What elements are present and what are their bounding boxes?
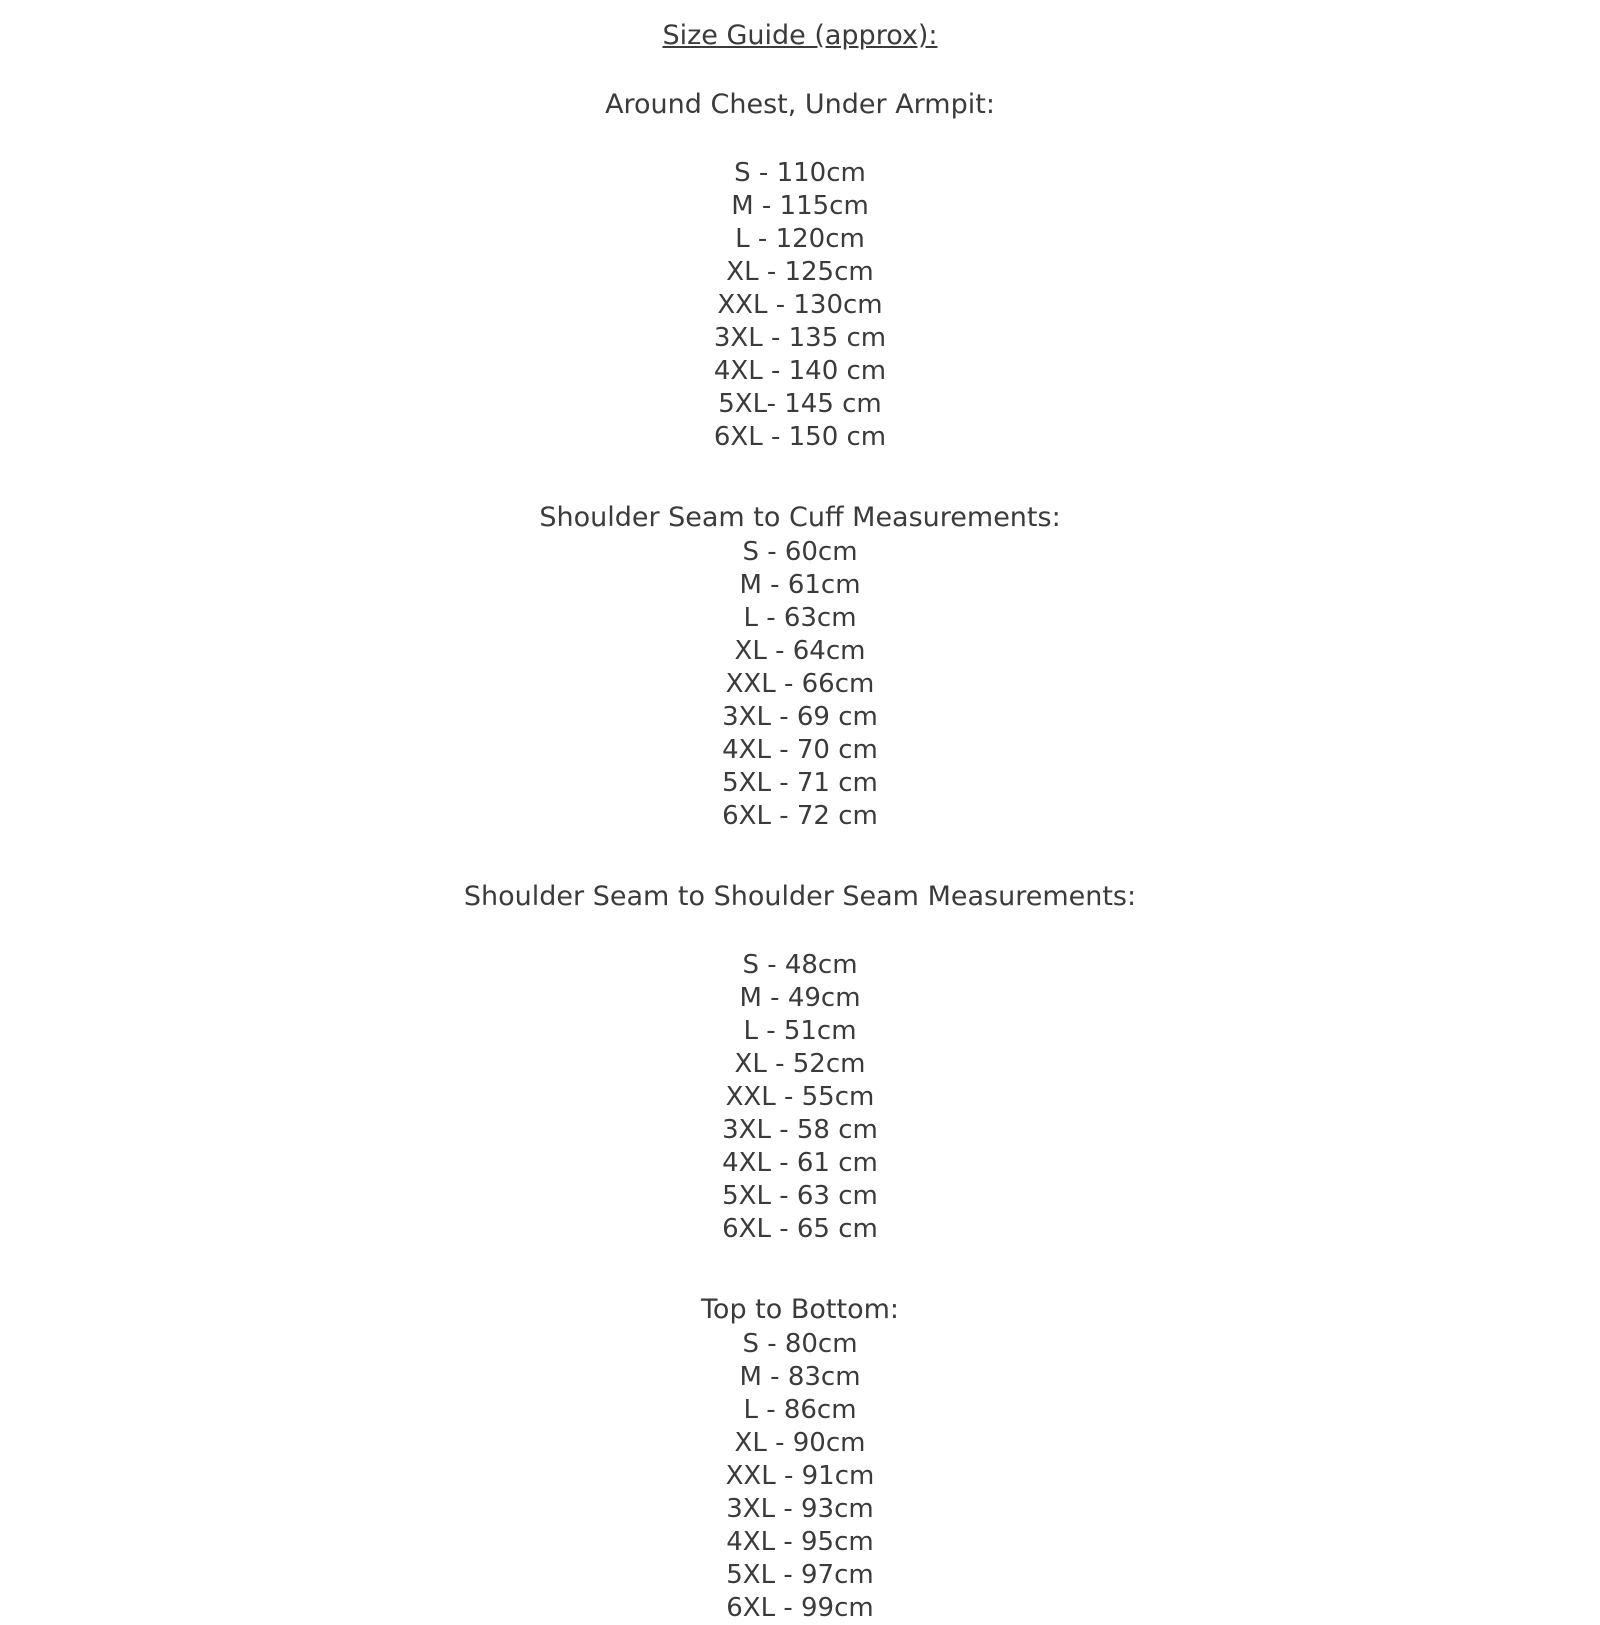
measurement-row: XL - 64cm <box>734 636 866 667</box>
measurement-row: L - 63cm <box>743 603 857 634</box>
measurement-row: 4XL - 140 cm <box>713 355 887 386</box>
section-heading-shoulder-to-cuff: Shoulder Seam to Cuff Measurements: <box>539 501 1061 533</box>
measurement-row: 5XL- 145 cm <box>718 388 882 419</box>
measurement-row: 6XL - 65 cm <box>722 1213 878 1244</box>
measurement-row: 5XL - 97cm <box>726 1560 874 1591</box>
section-heading-chest: Around Chest, Under Armpit: <box>605 89 995 121</box>
measurement-row: S - 48cm <box>742 949 858 980</box>
measurement-row: S - 60cm <box>742 537 858 568</box>
measurement-row: 3XL - 58 cm <box>722 1114 878 1145</box>
measurement-row: XXL - 130cm <box>717 289 883 320</box>
spacer <box>0 54 1600 87</box>
section-chest <box>0 87 1600 453</box>
measurement-row: XXL - 55cm <box>725 1081 875 1112</box>
section-top-to-bottom <box>0 1292 1600 1625</box>
measurement-row: 5XL - 63 cm <box>722 1180 878 1211</box>
measurement-row: M - 83cm <box>739 1362 861 1393</box>
measurement-row: M - 49cm <box>739 982 861 1013</box>
spacer <box>0 454 1600 500</box>
measurement-row: XXL - 91cm <box>725 1461 875 1492</box>
measurement-row: 5XL - 71 cm <box>722 768 878 799</box>
measurement-row: S - 80cm <box>742 1329 858 1360</box>
measurement-row: 4XL - 70 cm <box>722 735 878 766</box>
section-heading-shoulder-to-shoulder: Shoulder Seam to Shoulder Seam Measurements: <box>463 881 1137 913</box>
spacer <box>0 916 1600 949</box>
measurement-row: S - 110cm <box>734 157 866 188</box>
measurement-row: 6XL - 72 cm <box>722 801 878 832</box>
measurement-list-top-to-bottom <box>0 1328 1600 1625</box>
measurement-row: L - 86cm <box>743 1395 857 1426</box>
measurement-row: XL - 90cm <box>734 1428 866 1459</box>
measurement-row: XXL - 66cm <box>725 669 875 700</box>
measurement-list-shoulder-to-shoulder <box>0 949 1600 1246</box>
measurement-row: M - 115cm <box>731 190 869 221</box>
measurement-list-chest <box>0 157 1600 454</box>
section-shoulder-to-cuff <box>0 500 1600 833</box>
spacer <box>0 1246 1600 1292</box>
section-heading-top-to-bottom: Top to Bottom: <box>701 1293 899 1325</box>
measurement-row: L - 51cm <box>743 1015 857 1046</box>
page-title: Size Guide (approx): <box>662 20 938 51</box>
section-shoulder-to-shoulder <box>0 879 1600 1245</box>
measurement-list-shoulder-to-cuff <box>0 536 1600 833</box>
measurement-row: 6XL - 150 cm <box>713 421 887 452</box>
spacer <box>0 833 1600 879</box>
measurement-row: 4XL - 95cm <box>726 1527 874 1558</box>
measurement-row: 3XL - 69 cm <box>722 702 878 733</box>
measurement-row: 3XL - 135 cm <box>713 322 887 353</box>
measurement-row: L - 120cm <box>735 223 865 254</box>
measurement-row: XL - 52cm <box>734 1048 866 1079</box>
measurement-row: 6XL - 99cm <box>726 1593 874 1624</box>
measurement-row: XL - 125cm <box>726 256 874 287</box>
measurement-row: M - 61cm <box>739 570 861 601</box>
measurement-row: 3XL - 93cm <box>726 1494 874 1525</box>
spacer <box>0 124 1600 157</box>
measurement-row: 4XL - 61 cm <box>722 1147 878 1178</box>
